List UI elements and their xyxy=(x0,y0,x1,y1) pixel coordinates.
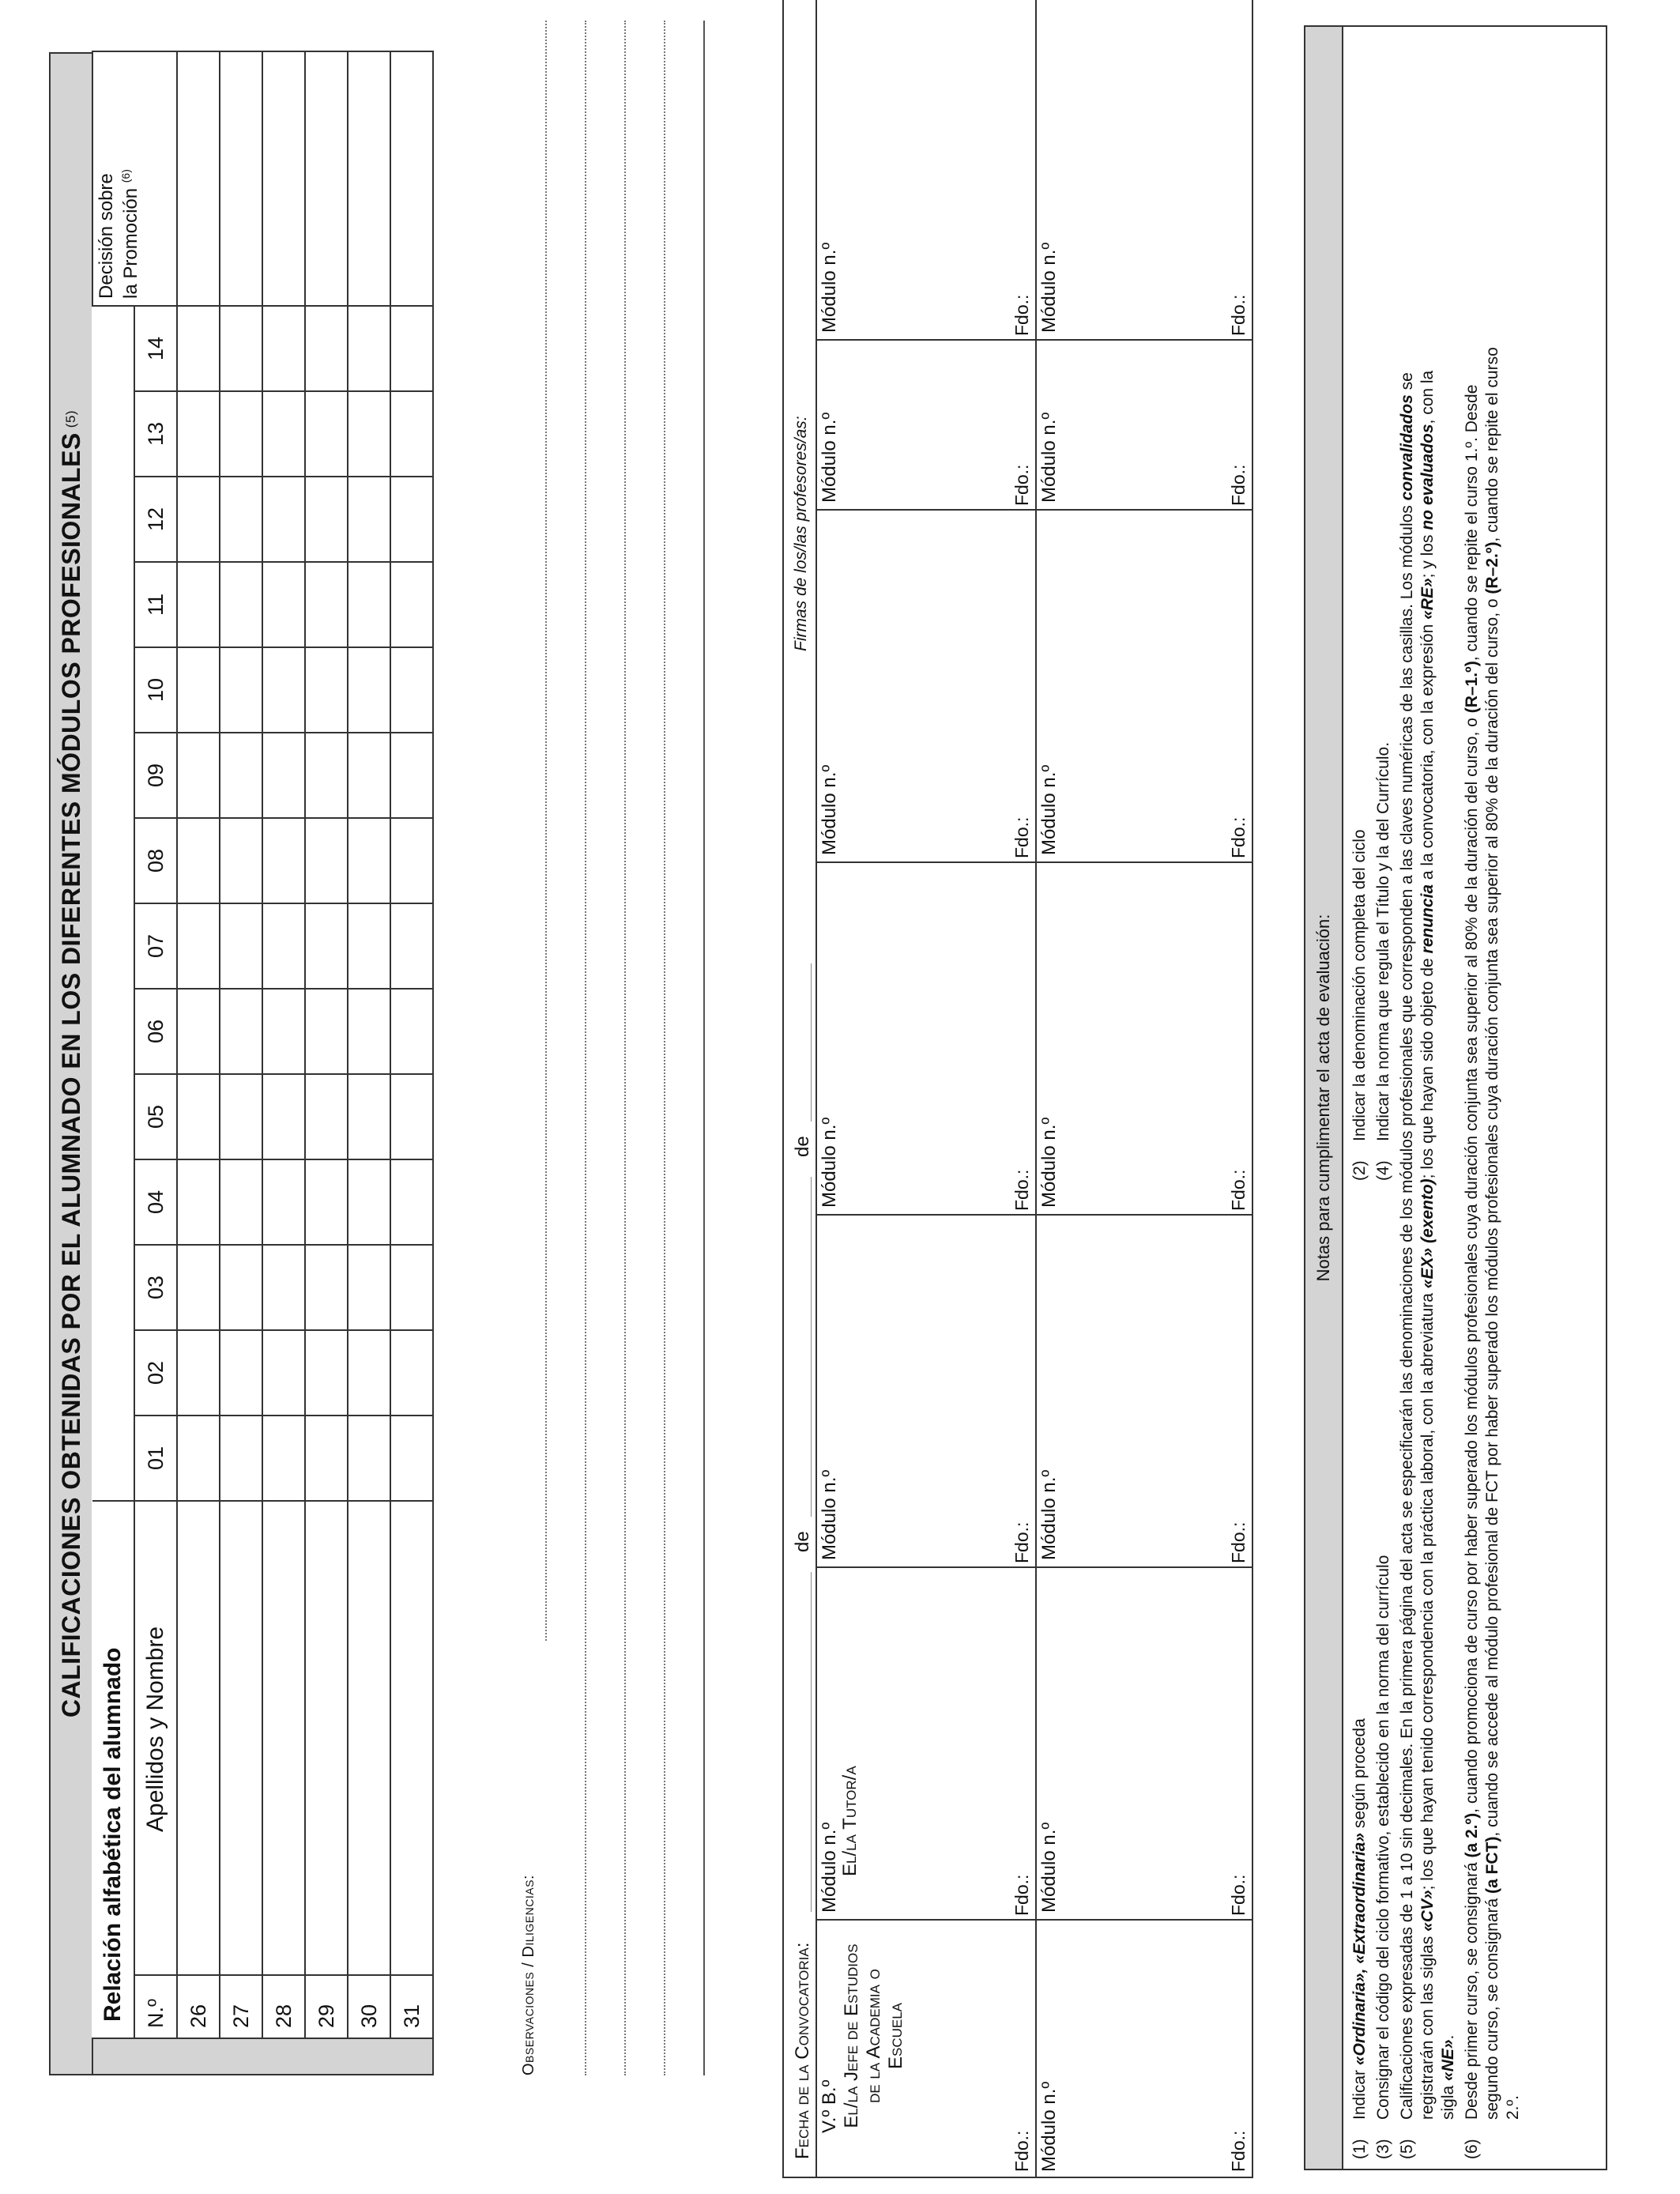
grade-cell[interactable] xyxy=(262,1159,305,1245)
grade-cell[interactable] xyxy=(220,1330,262,1416)
row-number: 28 xyxy=(262,1975,305,2038)
fecha-de-1: de xyxy=(792,1531,813,1552)
module-header-03: 03 xyxy=(134,1245,177,1330)
grade-cell[interactable] xyxy=(390,477,433,562)
fecha-convocatoria-text: Fecha de la Convocatoria: xyxy=(792,1942,813,2159)
grade-cell[interactable] xyxy=(262,306,305,391)
note-5-l2i: ; y los xyxy=(1418,530,1437,579)
module-header-01: 01 xyxy=(134,1416,177,1501)
modulo-label-r1c4: Módulo n.º xyxy=(819,1117,840,1208)
note-1-num: (1) xyxy=(1350,2139,1369,2159)
jefe-title xyxy=(841,1917,907,2154)
grade-cell[interactable] xyxy=(348,306,390,391)
grade-cell[interactable] xyxy=(262,1245,305,1330)
jefe-fdo: Fdo.: xyxy=(1011,2130,1032,2172)
observaciones-label: Observaciones / Diligencias: xyxy=(520,1875,537,2075)
note-2-num: (2) xyxy=(1350,1160,1369,1181)
notes-block xyxy=(1304,25,1607,2170)
grade-cell[interactable] xyxy=(348,391,390,477)
note-5-num: (5) xyxy=(1398,2139,1416,2159)
modulo-label-r2c4: Módulo n.º xyxy=(1038,1117,1060,1208)
modulo-label-r1c3: Módulo n.º xyxy=(819,1469,840,1560)
row-number: 31 xyxy=(390,1975,433,2038)
grade-cell[interactable] xyxy=(220,562,262,647)
fdo-r2c4: Fdo.: xyxy=(1228,1169,1249,1211)
grade-cell[interactable] xyxy=(390,989,433,1074)
grade-cell[interactable] xyxy=(305,562,348,647)
grade-cell[interactable] xyxy=(262,647,305,733)
grade-cell[interactable] xyxy=(177,1416,220,1501)
note-1-c: según proceda xyxy=(1350,1718,1369,1833)
grade-cell[interactable] xyxy=(177,903,220,989)
grades-title-text: CALIFICACIONES OBTENIDAS POR EL ALUMNADO EN LOS DIFERENTES MÓDULOS PROFESIONALES xyxy=(56,432,85,1718)
modulo-label-r2c1: Módulo n.º xyxy=(1038,2081,1060,2172)
grade-cell[interactable] xyxy=(177,989,220,1074)
note-5-l2d: «EX» (exento) xyxy=(1418,1178,1437,1289)
sig-vline-3 xyxy=(816,1214,1252,1216)
sig-vline-5 xyxy=(816,509,1252,511)
grades-title xyxy=(49,52,92,2075)
table-row xyxy=(220,51,262,2075)
modulo-label-r2c5: Módulo n.º xyxy=(1038,764,1060,855)
grade-cell[interactable] xyxy=(177,562,220,647)
grade-cell[interactable] xyxy=(348,818,390,903)
student-name-cell[interactable] xyxy=(262,1501,305,1975)
row-number: 27 xyxy=(220,1975,262,2038)
note-6-line3 xyxy=(1503,2095,1524,2120)
module-header-10: 10 xyxy=(134,647,177,733)
title-note: (5) xyxy=(63,409,78,428)
grade-cell[interactable] xyxy=(305,391,348,477)
grade-cell[interactable] xyxy=(305,1245,348,1330)
tutor-fdo: Fdo.: xyxy=(1011,1874,1032,1916)
note-5-l2f: renuncia xyxy=(1418,884,1437,954)
grade-cell[interactable] xyxy=(348,477,390,562)
grade-cell[interactable] xyxy=(305,903,348,989)
grade-cell[interactable] xyxy=(348,903,390,989)
grade-cell[interactable] xyxy=(262,1416,305,1501)
row-number: 26 xyxy=(177,1975,220,2038)
grade-cell[interactable] xyxy=(305,1416,348,1501)
note-3-num: (3) xyxy=(1374,2139,1392,2159)
note-5-l1a: Calificaciones expresadas de 1 a 10 sin decimales. En la primera página del acta se especificarán las denominaciones de los módulos profesionales que corresponden a las claves numéricas de las casillas. Los módulos xyxy=(1398,500,1416,2120)
grade-cell[interactable] xyxy=(220,1416,262,1501)
note-2-text: Indicar la denominación completa del ciclo xyxy=(1350,829,1369,1141)
grade-cell[interactable] xyxy=(177,1330,220,1416)
grade-cell[interactable] xyxy=(348,647,390,733)
grade-cell[interactable] xyxy=(390,306,433,391)
fdo-r1c3: Fdo.: xyxy=(1011,1521,1032,1563)
grade-cell[interactable] xyxy=(390,903,433,989)
grade-cell[interactable] xyxy=(220,1159,262,1245)
fdo-r2c7: Fdo.: xyxy=(1228,294,1249,336)
sig-mid-rule xyxy=(1035,0,1037,2177)
grade-cell[interactable] xyxy=(390,391,433,477)
note-6-l2d: (R–2.º) xyxy=(1483,541,1501,594)
grades-grid xyxy=(92,51,434,2075)
grade-cell[interactable] xyxy=(305,477,348,562)
grade-cell[interactable] xyxy=(220,647,262,733)
jefe-line1: El/la Jefe de Estudios xyxy=(841,1943,862,2128)
grade-cell[interactable] xyxy=(262,391,305,477)
module-header-14: 14 xyxy=(134,306,177,391)
note-5-l2c: ; los que hayan tenido correspondencia con la práctica laboral, con la abreviatura xyxy=(1418,1288,1437,1891)
observaciones-line-3[interactable] xyxy=(624,21,626,2075)
note-5-l3a: sigla xyxy=(1439,2080,1457,2120)
module-header-06: 06 xyxy=(134,989,177,1074)
note-2 xyxy=(1350,829,1370,1181)
grade-cell[interactable] xyxy=(177,733,220,818)
module-header-09: 09 xyxy=(134,733,177,818)
fdo-r2c2: Fdo.: xyxy=(1228,1874,1249,1916)
note-5-l2k: , con la xyxy=(1418,370,1437,424)
observaciones-line-1[interactable] xyxy=(545,21,547,1641)
note-4-text: Indicar la norma que regula el Título y la del Currículo. xyxy=(1374,741,1392,1141)
decision-line2: la Promoción xyxy=(120,187,141,299)
relacion-header: Relación alfabética del alumnado xyxy=(92,1501,134,2038)
note-1 xyxy=(1350,1718,1370,2159)
grade-cell[interactable] xyxy=(177,477,220,562)
modulo-label-r1c6: Módulo n.º xyxy=(819,412,840,503)
grade-cell[interactable] xyxy=(177,1245,220,1330)
grade-cell[interactable] xyxy=(262,1074,305,1159)
note-6-l2b: (a FCT) xyxy=(1483,1836,1501,1894)
student-name-cell[interactable] xyxy=(305,1501,348,1975)
grade-cell[interactable] xyxy=(390,1074,433,1159)
note-5-l2e: ; los que hayan sido objeto de xyxy=(1418,953,1437,1179)
student-name-cell[interactable] xyxy=(220,1501,262,1975)
note-5-line3 xyxy=(1438,2035,1459,2120)
modulo-label-r2c6: Módulo n.º xyxy=(1038,412,1060,503)
grade-cell[interactable] xyxy=(390,733,433,818)
decision-cell[interactable] xyxy=(262,51,305,306)
module-header-04: 04 xyxy=(134,1159,177,1245)
note-5-l1b: convalidados xyxy=(1398,394,1416,501)
sig-vline-6 xyxy=(816,339,1252,341)
fdo-r1c4: Fdo.: xyxy=(1011,1169,1032,1211)
sig-vline-4 xyxy=(816,861,1252,863)
note-6-num: (6) xyxy=(1463,2139,1481,2159)
student-name-cell[interactable] xyxy=(348,1501,390,1975)
table-row xyxy=(262,51,305,2075)
decision-header xyxy=(92,51,177,306)
student-name-cell[interactable] xyxy=(390,1501,433,1975)
grade-cell[interactable] xyxy=(262,989,305,1074)
table-row xyxy=(177,51,220,2075)
note-5-line2 xyxy=(1418,371,1438,2120)
grade-cell[interactable] xyxy=(177,1074,220,1159)
fdo-r2c3: Fdo.: xyxy=(1228,1521,1249,1563)
note-6-l2e: , cuando se repite el curso xyxy=(1483,347,1501,542)
notes-heading: Notas para cumplimentar el acta de evaluación: xyxy=(1305,27,1343,2169)
fdo-r2c5: Fdo.: xyxy=(1228,816,1249,858)
decision-cell[interactable] xyxy=(390,51,433,306)
fdo-r2c6: Fdo.: xyxy=(1228,464,1249,506)
grade-cell[interactable] xyxy=(348,989,390,1074)
grade-cell[interactable] xyxy=(305,989,348,1074)
grade-cell[interactable] xyxy=(305,1330,348,1416)
grade-cell[interactable] xyxy=(390,1330,433,1416)
fecha-day-field[interactable] xyxy=(811,1572,812,1912)
row-number: 29 xyxy=(305,1975,348,2038)
note-6-l1e: , cuando se repite el curso 1.º. Desde xyxy=(1463,384,1481,662)
grade-cell[interactable] xyxy=(390,1245,433,1330)
decision-cell[interactable] xyxy=(348,51,390,306)
observaciones-line-4[interactable] xyxy=(664,21,665,2075)
note-5 xyxy=(1397,372,1418,2159)
jefe-line3: Escuela xyxy=(885,2002,906,2070)
note-6-l1b: (a 2.º) xyxy=(1463,1812,1481,1858)
note-1-b: «Ordinaria», «Extraordinaria» xyxy=(1350,1832,1369,2066)
module-header-13: 13 xyxy=(134,391,177,477)
grade-cell[interactable] xyxy=(220,477,262,562)
note-5-l2b: «CV» xyxy=(1418,1890,1437,1932)
grade-cell[interactable] xyxy=(390,647,433,733)
header-spacer xyxy=(92,306,134,1501)
note-6-l1d: (R–1.º) xyxy=(1463,661,1481,714)
modulo-label-r1c5: Módulo n.º xyxy=(819,764,840,855)
row-number: 30 xyxy=(348,1975,390,2038)
grade-cell[interactable] xyxy=(348,1245,390,1330)
grade-cell[interactable] xyxy=(348,1074,390,1159)
grade-cell[interactable] xyxy=(305,733,348,818)
grade-cell[interactable] xyxy=(305,306,348,391)
decision-cell[interactable] xyxy=(177,51,220,306)
note-6-l1a: Desde primer curso, se consignará xyxy=(1463,1857,1481,2120)
fecha-de-2: de xyxy=(792,1136,813,1157)
table-row xyxy=(348,51,390,2075)
note-6-l2a: segundo curso, se consignará xyxy=(1483,1893,1501,2120)
grade-cell[interactable] xyxy=(177,647,220,733)
grade-cell[interactable] xyxy=(348,1159,390,1245)
note-6-l3: 2.º. xyxy=(1504,2094,1522,2120)
note-5-l1c: se xyxy=(1398,372,1416,395)
modulo-label-r2c2: Módulo n.º xyxy=(1038,1822,1060,1913)
fdo-r2c1: Fdo.: xyxy=(1228,2130,1249,2172)
modulo-label-r1c7: Módulo n.º xyxy=(819,242,840,333)
note-5-l2h: «RE» xyxy=(1418,578,1437,620)
fdo-r1c6: Fdo.: xyxy=(1011,464,1032,506)
observaciones-line-2[interactable] xyxy=(585,21,586,2075)
note-5-l3b: «NE» xyxy=(1439,2039,1457,2081)
note-3-text: Consignar el código del ciclo formativo, establecido en la norma del currículo xyxy=(1374,1555,1392,2120)
note-6-line2 xyxy=(1482,347,1503,2120)
tutor-label: El/la Tutor/a xyxy=(839,1766,861,1876)
grade-cell[interactable] xyxy=(220,1074,262,1159)
grade-cell[interactable] xyxy=(220,306,262,391)
grade-cell[interactable] xyxy=(220,1245,262,1330)
left-gray-strip xyxy=(92,2038,433,2075)
grade-cell[interactable] xyxy=(177,1159,220,1245)
observaciones-rule xyxy=(703,21,705,2075)
note-5-l2a: registrarán con las siglas xyxy=(1418,1931,1437,2120)
tutor-modulo: Módulo n.º xyxy=(819,1822,840,1913)
grade-cell[interactable] xyxy=(177,391,220,477)
grade-cell[interactable] xyxy=(262,477,305,562)
decision-line1: Decisión sobre xyxy=(96,173,117,299)
grade-cell[interactable] xyxy=(220,391,262,477)
grade-cell[interactable] xyxy=(390,1159,433,1245)
decision-cell[interactable] xyxy=(220,51,262,306)
jefe-line2: de la Academia o xyxy=(863,1969,884,2103)
decision-note: (6) xyxy=(119,169,132,183)
grade-cell[interactable] xyxy=(262,818,305,903)
grades-table-block xyxy=(49,52,434,2075)
grade-cell[interactable] xyxy=(220,903,262,989)
modulo-label-r2c3: Módulo n.º xyxy=(1038,1469,1060,1560)
sig-top-rule xyxy=(816,0,817,2177)
note-5-l2j: no evaluados xyxy=(1418,424,1437,530)
decision-cell[interactable] xyxy=(305,51,348,306)
sig-vline-2 xyxy=(816,1566,1252,1568)
note-4 xyxy=(1373,742,1394,1181)
note-5-l3c: . xyxy=(1439,2034,1457,2040)
grade-cell[interactable] xyxy=(390,562,433,647)
module-header-05: 05 xyxy=(134,1074,177,1159)
module-header-08: 08 xyxy=(134,818,177,903)
note-6 xyxy=(1462,385,1482,2159)
fecha-month-field[interactable] xyxy=(811,1177,812,1517)
grade-cell[interactable] xyxy=(348,1416,390,1501)
grade-cell[interactable] xyxy=(262,1330,305,1416)
grade-cell[interactable] xyxy=(220,818,262,903)
grade-cell[interactable] xyxy=(305,818,348,903)
grade-cell[interactable] xyxy=(262,562,305,647)
module-header-07: 07 xyxy=(134,903,177,989)
vb-label: V.º B.º xyxy=(819,2079,840,2133)
grade-cell[interactable] xyxy=(390,818,433,903)
firmas-label: Firmas de los/las profesores/as: xyxy=(792,416,810,651)
grade-cell[interactable] xyxy=(220,733,262,818)
note-5-l2g: a la convocatoria, con la expresión xyxy=(1418,619,1437,884)
module-header-12: 12 xyxy=(134,477,177,562)
grade-cell[interactable] xyxy=(348,733,390,818)
grade-cell[interactable] xyxy=(390,1416,433,1501)
table-row xyxy=(305,51,348,2075)
note-4-num: (4) xyxy=(1374,1160,1392,1181)
fecha-year-field[interactable] xyxy=(811,963,812,1122)
note-6-l1c: , cuando promociona de curso por haber superado los módulos profesionales cuya duración conjunta sea superior al 80% de la duración del curso, o xyxy=(1463,713,1481,1813)
grade-cell[interactable] xyxy=(262,733,305,818)
fdo-r1c5: Fdo.: xyxy=(1011,816,1032,858)
module-header-02: 02 xyxy=(134,1330,177,1416)
apellidos-header: Apellidos y Nombre xyxy=(134,1501,177,1975)
grade-cell[interactable] xyxy=(348,562,390,647)
grade-cell[interactable] xyxy=(220,989,262,1074)
fecha-convocatoria-label xyxy=(792,1943,814,2159)
fdo-r1c7: Fdo.: xyxy=(1011,294,1032,336)
grade-cell[interactable] xyxy=(305,647,348,733)
signatures-block xyxy=(782,0,1253,2178)
note-6-l2c: , cuando se accede al módulo profesional de FCT por haber superado los módulos profesionales cuya duración conjunta sea superior al 80% de la duración del curso, o xyxy=(1483,594,1501,1837)
grade-cell[interactable] xyxy=(262,903,305,989)
note-1-a: Indicar xyxy=(1350,2065,1369,2120)
modulo-label-r2c7: Módulo n.º xyxy=(1038,242,1060,333)
student-name-cell[interactable] xyxy=(177,1501,220,1975)
grade-cell[interactable] xyxy=(305,1159,348,1245)
note-3 xyxy=(1373,1555,1394,2159)
grade-cell[interactable] xyxy=(177,306,220,391)
grade-cell[interactable] xyxy=(305,1074,348,1159)
num-header: N.º xyxy=(134,1975,177,2038)
table-row xyxy=(390,51,433,2075)
grade-cell[interactable] xyxy=(177,818,220,903)
module-header-11: 11 xyxy=(134,562,177,647)
grade-cell[interactable] xyxy=(348,1330,390,1416)
